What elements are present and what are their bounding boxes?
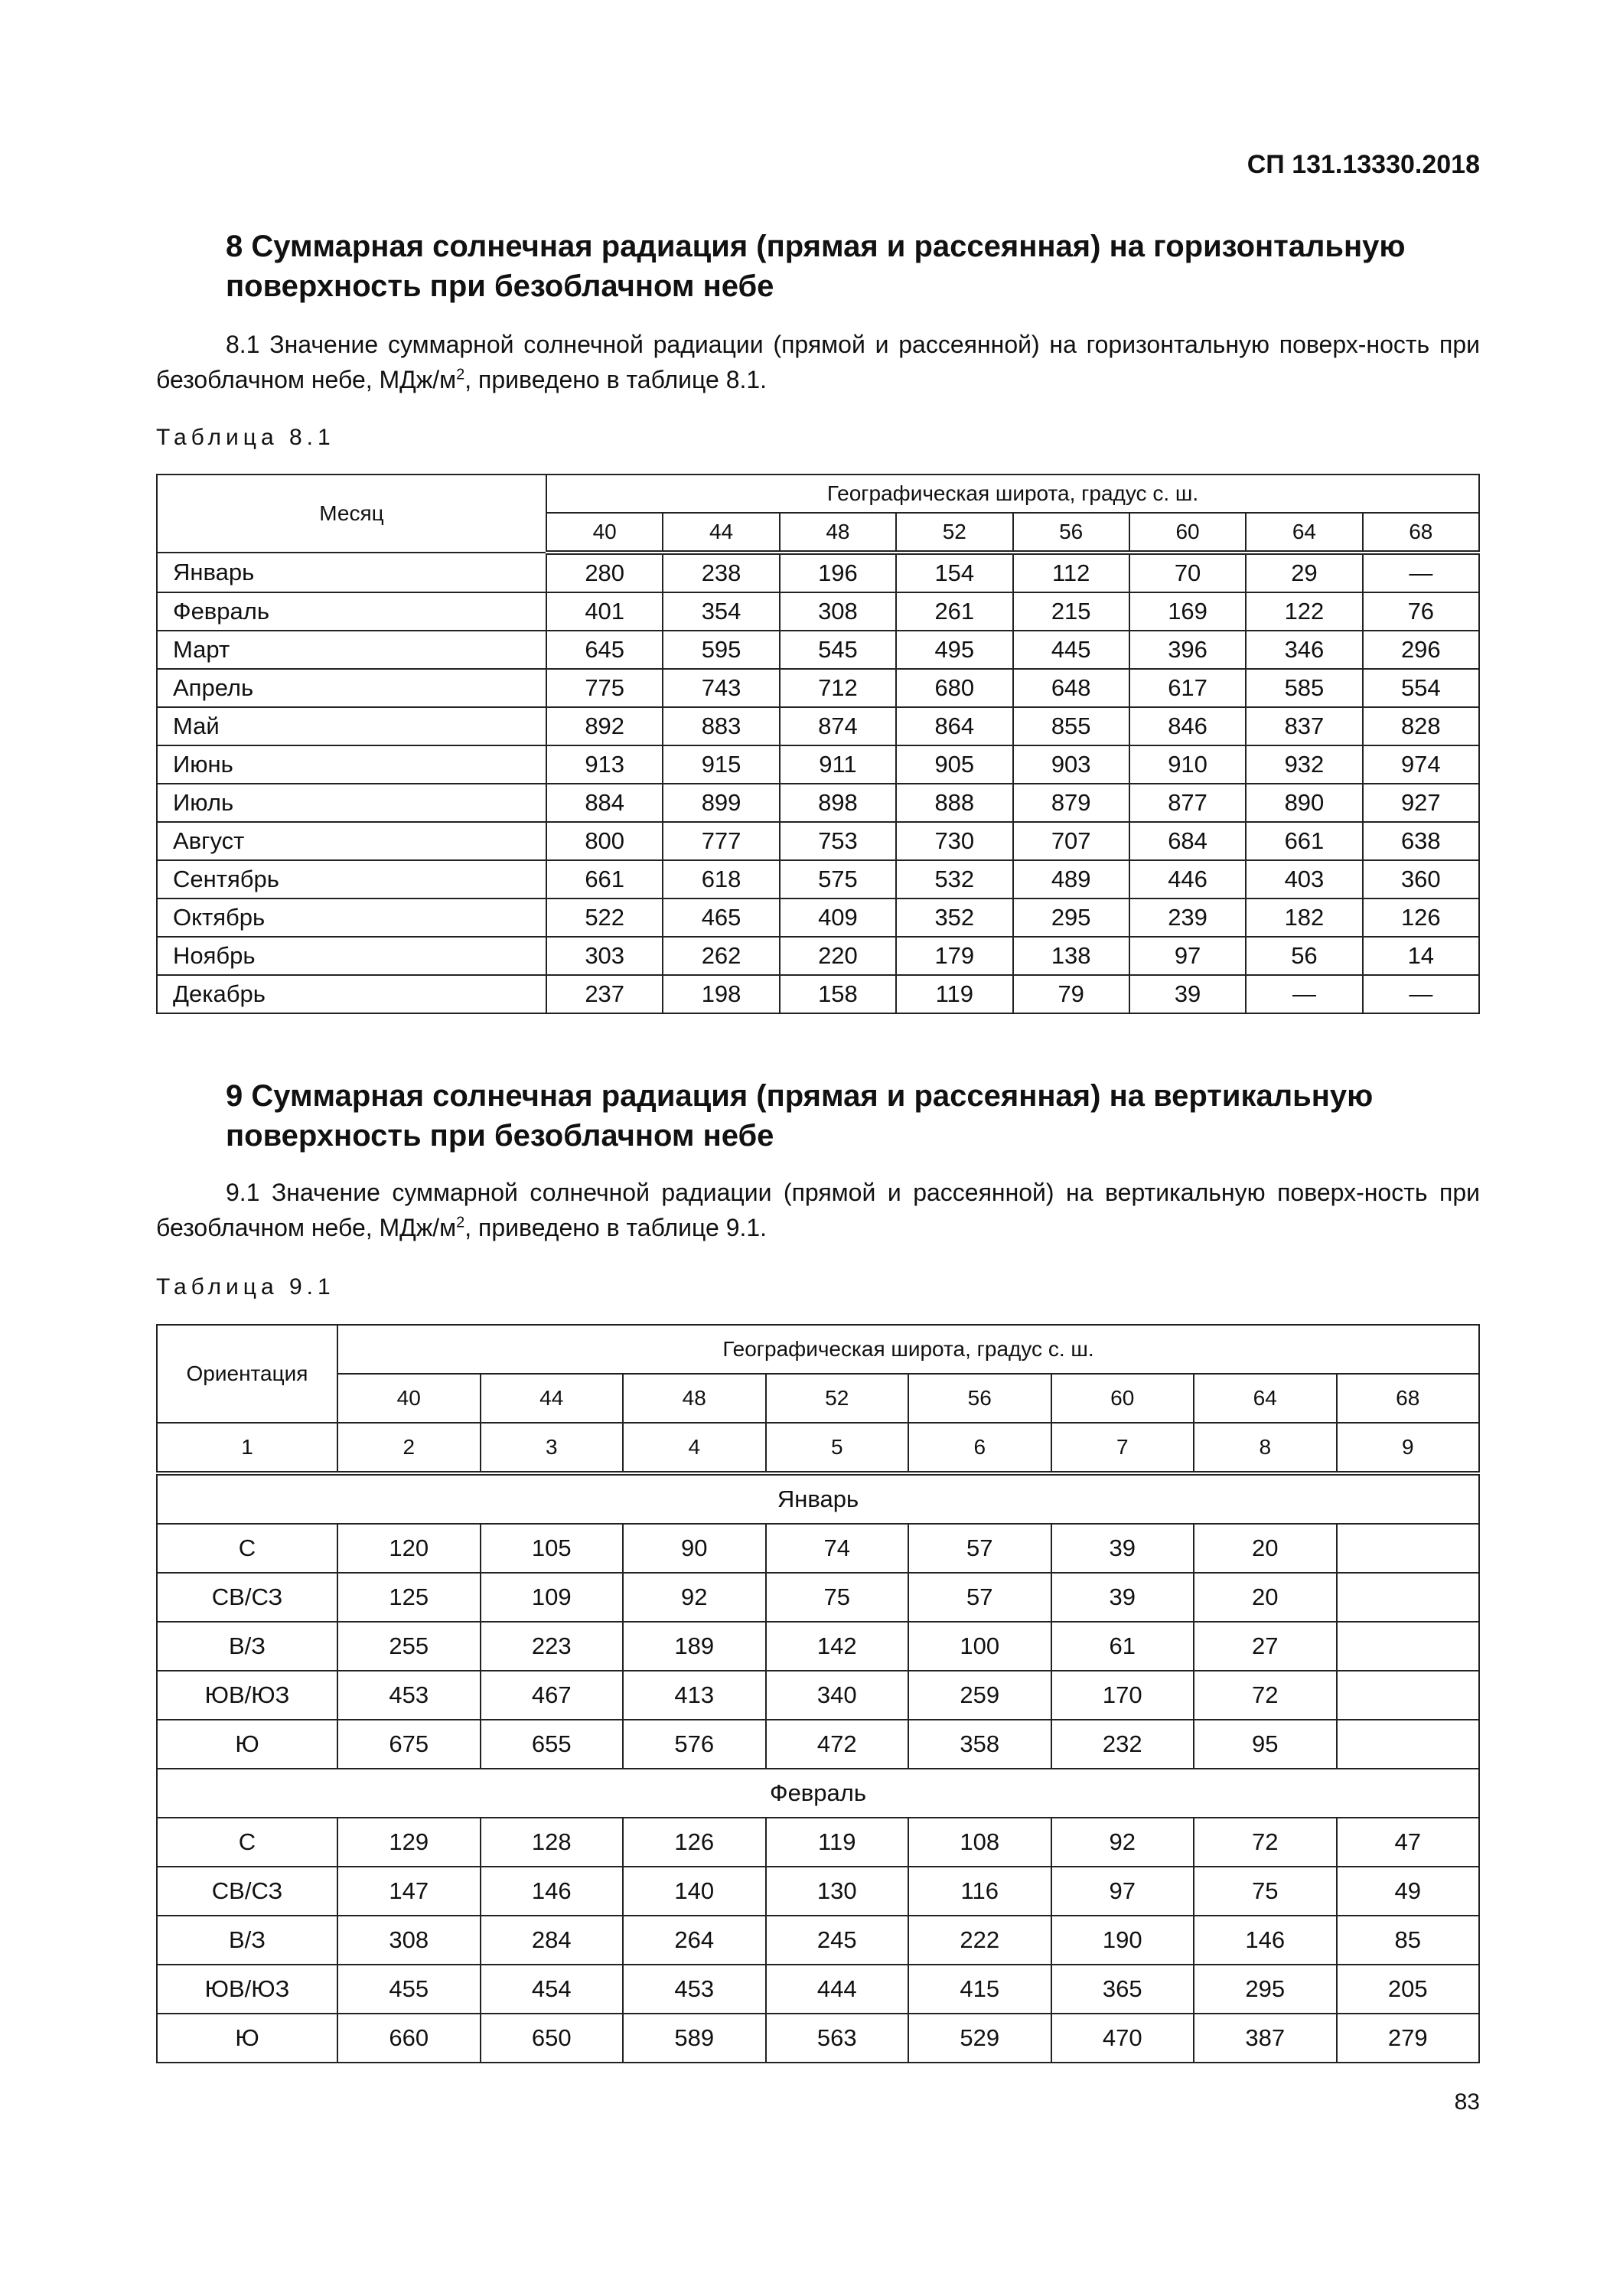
orientation-cell: В/З (157, 1916, 337, 1965)
table-cell: 56 (1246, 937, 1362, 975)
table-cell: 730 (896, 822, 1012, 860)
table-cell (1337, 1622, 1480, 1671)
table-cell: 179 (896, 937, 1012, 975)
table-row (157, 899, 1479, 937)
table-cell: 220 (780, 937, 896, 975)
table-cell: 140 (623, 1867, 766, 1916)
table-cell: 198 (663, 975, 779, 1013)
table-cell: 75 (766, 1573, 909, 1622)
table-cell: 20 (1194, 1573, 1337, 1622)
month-cell: Январь (157, 553, 546, 592)
table-cell: 365 (1051, 1965, 1194, 2014)
table-row (157, 822, 1479, 860)
table-cell: 116 (908, 1867, 1051, 1916)
table-cell: 119 (896, 975, 1012, 1013)
paragraph-9-1 (156, 1175, 1480, 1245)
table-cell: 545 (780, 631, 896, 669)
table-cell: 445 (1013, 631, 1129, 669)
orientation-cell: Ю (157, 1720, 337, 1769)
table-cell: 707 (1013, 822, 1129, 860)
table-cell: 296 (1363, 631, 1479, 669)
table-cell: 396 (1129, 631, 1246, 669)
table-cell: 489 (1013, 860, 1129, 899)
table-cell: 554 (1363, 669, 1479, 707)
table-cell: 70 (1129, 553, 1246, 592)
table-cell: 638 (1363, 822, 1479, 860)
month-cell: Декабрь (157, 975, 546, 1013)
table-cell: 182 (1246, 899, 1362, 937)
column-number: 5 (766, 1423, 909, 1473)
month-group-header: Февраль (157, 1769, 1479, 1818)
table-cell: 105 (481, 1524, 624, 1573)
para-text: 8.1 Значение суммарной солнечной радиации (прямой и рассеянной) на горизонтальную поверх-ность при безоблачном небе, МДж/м (156, 331, 1480, 393)
orientation-cell: СВ/СЗ (157, 1573, 337, 1622)
table-cell: 403 (1246, 860, 1362, 899)
table-cell: 20 (1194, 1524, 1337, 1573)
table-row (157, 553, 1479, 592)
table-cell: 74 (766, 1524, 909, 1573)
table-cell: 97 (1129, 937, 1246, 975)
section-9-heading (226, 1076, 1488, 1156)
header-latitude-group: Географическая широта, градус с. ш. (337, 1325, 1479, 1374)
table-cell: 903 (1013, 745, 1129, 784)
header-latitude: 44 (663, 513, 779, 553)
header-latitude: 64 (1246, 513, 1362, 553)
table-cell: 284 (481, 1916, 624, 1965)
table-cell: 72 (1194, 1818, 1337, 1867)
table-cell: 874 (780, 707, 896, 745)
table-cell: 126 (1363, 899, 1479, 937)
table-row (157, 1325, 1479, 1374)
table-9-1 (156, 1324, 1480, 2063)
table-cell: 108 (908, 1818, 1051, 1867)
table-cell: 237 (546, 975, 663, 1013)
table-cell: 146 (481, 1867, 624, 1916)
table-cell: 122 (1246, 592, 1362, 631)
table-row (157, 1720, 1479, 1769)
table-cell: 308 (337, 1916, 481, 1965)
paragraph-8-1 (156, 327, 1480, 397)
table-cell: 238 (663, 553, 779, 592)
table-cell: 245 (766, 1916, 909, 1965)
column-number: 8 (1194, 1423, 1337, 1473)
table-row (157, 1867, 1479, 1916)
table-cell: 563 (766, 2014, 909, 2063)
table-cell: 47 (1337, 1818, 1480, 1867)
table-cell: 932 (1246, 745, 1362, 784)
table-cell: 354 (663, 592, 779, 631)
table-cell: 777 (663, 822, 779, 860)
header-orientation: Ориентация (157, 1325, 337, 1423)
header-latitude: 48 (780, 513, 896, 553)
table-cell: 264 (623, 1916, 766, 1965)
table-cell: 169 (1129, 592, 1246, 631)
table-cell: 146 (1194, 1916, 1337, 1965)
column-number: 1 (157, 1423, 337, 1473)
header-latitude: 40 (337, 1374, 481, 1423)
table-cell: 454 (481, 1965, 624, 2014)
table-cell: 295 (1013, 899, 1129, 937)
orientation-cell: С (157, 1818, 337, 1867)
table-cell: 170 (1051, 1671, 1194, 1720)
month-group-header: Январь (157, 1473, 1479, 1524)
header-latitude: 52 (766, 1374, 909, 1423)
table-cell: 75 (1194, 1867, 1337, 1916)
table-row (157, 1818, 1479, 1867)
table-cell: 130 (766, 1867, 909, 1916)
table-cell: 455 (337, 1965, 481, 2014)
table-cell: 340 (766, 1671, 909, 1720)
table-cell: 189 (623, 1622, 766, 1671)
month-cell: Август (157, 822, 546, 860)
table-cell (1337, 1720, 1480, 1769)
table-cell: 232 (1051, 1720, 1194, 1769)
table-cell: 522 (546, 899, 663, 937)
table-cell: 883 (663, 707, 779, 745)
table-cell: 79 (1013, 975, 1129, 1013)
table-row (157, 860, 1479, 899)
table-8-1-caption: Таблица 8.1 (156, 425, 335, 450)
table-row (157, 745, 1479, 784)
table-cell: 154 (896, 553, 1012, 592)
table-cell: 126 (623, 1818, 766, 1867)
table-row (157, 669, 1479, 707)
table-cell: 196 (780, 553, 896, 592)
table-cell: 465 (663, 899, 779, 937)
header-latitude: 56 (1013, 513, 1129, 553)
orientation-cell: Ю (157, 2014, 337, 2063)
section-8-heading (226, 227, 1488, 306)
table-cell: 280 (546, 553, 663, 592)
table-cell: 915 (663, 745, 779, 784)
table-row (157, 1769, 1479, 1818)
table-cell: 888 (896, 784, 1012, 822)
column-number: 4 (623, 1423, 766, 1473)
table-cell: 467 (481, 1671, 624, 1720)
table-row (157, 707, 1479, 745)
header-latitude: 68 (1363, 513, 1479, 553)
table-cell: 618 (663, 860, 779, 899)
table-cell: 532 (896, 860, 1012, 899)
orientation-cell: ЮВ/ЮЗ (157, 1671, 337, 1720)
table-cell: 576 (623, 1720, 766, 1769)
column-number: 9 (1337, 1423, 1480, 1473)
table-8-1 (156, 474, 1480, 1014)
header-month: Месяц (157, 475, 546, 553)
table-row (157, 784, 1479, 822)
table-cell (1337, 1573, 1480, 1622)
table-cell: 261 (896, 592, 1012, 631)
table-cell: 352 (896, 899, 1012, 937)
table-cell: 97 (1051, 1867, 1194, 1916)
table-cell: 72 (1194, 1671, 1337, 1720)
table-cell: 129 (337, 1818, 481, 1867)
table-cell: 223 (481, 1622, 624, 1671)
table-cell: 190 (1051, 1916, 1194, 1965)
month-cell: Апрель (157, 669, 546, 707)
table-cell: 387 (1194, 2014, 1337, 2063)
table-cell: 898 (780, 784, 896, 822)
table-cell: 884 (546, 784, 663, 822)
table-cell: 401 (546, 592, 663, 631)
table-cell: 262 (663, 937, 779, 975)
table-cell: 650 (481, 2014, 624, 2063)
table-cell: — (1363, 975, 1479, 1013)
table-cell: 529 (908, 2014, 1051, 2063)
table-cell: 29 (1246, 553, 1362, 592)
table-cell: 911 (780, 745, 896, 784)
table-row (157, 1916, 1479, 1965)
table-cell: 753 (780, 822, 896, 860)
para-text: , приведено в таблице 9.1. (464, 1214, 768, 1241)
table-cell: 837 (1246, 707, 1362, 745)
table-cell: 846 (1129, 707, 1246, 745)
table-row (157, 1374, 1479, 1423)
table-row (157, 937, 1479, 975)
document-code: СП 131.13330.2018 (1247, 150, 1480, 179)
table-cell: 680 (896, 669, 1012, 707)
table-cell: 358 (908, 1720, 1051, 1769)
table-cell: 648 (1013, 669, 1129, 707)
table-cell: 128 (481, 1818, 624, 1867)
table-cell: 864 (896, 707, 1012, 745)
table-cell (1337, 1671, 1480, 1720)
heading-line: поверхность при безоблачном небе (226, 1119, 774, 1153)
table-cell: 413 (623, 1671, 766, 1720)
header-latitude-group: Географическая широта, градус с. ш. (546, 475, 1479, 513)
table-row (157, 631, 1479, 669)
table-cell: 255 (337, 1622, 481, 1671)
header-latitude: 68 (1337, 1374, 1480, 1423)
table-row (157, 592, 1479, 631)
header-latitude: 60 (1051, 1374, 1194, 1423)
table-cell: 95 (1194, 1720, 1337, 1769)
table-row (157, 1423, 1479, 1473)
superscript: 2 (456, 1214, 465, 1231)
table-cell: 905 (896, 745, 1012, 784)
header-latitude: 44 (481, 1374, 624, 1423)
table-cell: 910 (1129, 745, 1246, 784)
table-cell: 239 (1129, 899, 1246, 937)
table-cell: 39 (1051, 1524, 1194, 1573)
table-cell: 222 (908, 1916, 1051, 1965)
table-row (157, 1573, 1479, 1622)
column-number: 7 (1051, 1423, 1194, 1473)
table-cell: 655 (481, 1720, 624, 1769)
table-cell: 360 (1363, 860, 1479, 899)
table-cell: 303 (546, 937, 663, 975)
column-number: 3 (481, 1423, 624, 1473)
table-cell: 138 (1013, 937, 1129, 975)
table-cell: 446 (1129, 860, 1246, 899)
table-cell: 205 (1337, 1965, 1480, 2014)
month-cell: Сентябрь (157, 860, 546, 899)
table-cell: 879 (1013, 784, 1129, 822)
table-cell: 775 (546, 669, 663, 707)
column-number: 6 (908, 1423, 1051, 1473)
table-cell: 259 (908, 1671, 1051, 1720)
table-cell: 49 (1337, 1867, 1480, 1916)
table-cell: 974 (1363, 745, 1479, 784)
table-cell: 927 (1363, 784, 1479, 822)
header-latitude: 60 (1129, 513, 1246, 553)
table-cell: 743 (663, 669, 779, 707)
table-cell: 57 (908, 1524, 1051, 1573)
table-cell: 158 (780, 975, 896, 1013)
orientation-cell: В/З (157, 1622, 337, 1671)
header-latitude: 48 (623, 1374, 766, 1423)
table-cell: 675 (337, 1720, 481, 1769)
table-cell: 585 (1246, 669, 1362, 707)
table-row (157, 2014, 1479, 2063)
table-cell: 295 (1194, 1965, 1337, 2014)
table-cell: 899 (663, 784, 779, 822)
table-row (157, 1965, 1479, 2014)
month-cell: Июль (157, 784, 546, 822)
table-row (157, 1524, 1479, 1573)
table-cell: 120 (337, 1524, 481, 1573)
table-cell: 913 (546, 745, 663, 784)
table-row (157, 1622, 1479, 1671)
month-cell: Март (157, 631, 546, 669)
orientation-cell: СВ/СЗ (157, 1867, 337, 1916)
table-cell: 453 (623, 1965, 766, 2014)
heading-line: поверхность при безоблачном небе (226, 269, 774, 303)
header-latitude: 40 (546, 513, 663, 553)
superscript: 2 (456, 366, 465, 383)
table-cell: 112 (1013, 553, 1129, 592)
month-cell: Июнь (157, 745, 546, 784)
table-cell: 415 (908, 1965, 1051, 2014)
heading-line: 9 Суммарная солнечная радиация (прямая и рассеянная) на вертикальную (226, 1079, 1374, 1113)
table-cell: 279 (1337, 2014, 1480, 2063)
table-cell: 617 (1129, 669, 1246, 707)
table-cell: 712 (780, 669, 896, 707)
para-text: 9.1 Значение суммарной солнечной радиации (прямой и рассеянной) на вертикальную поверх-ность при безоблачном небе, МДж/м (156, 1179, 1480, 1241)
table-cell: 147 (337, 1867, 481, 1916)
table-cell: 308 (780, 592, 896, 631)
table-cell: 92 (1051, 1818, 1194, 1867)
table-cell: 575 (780, 860, 896, 899)
table-cell: 119 (766, 1818, 909, 1867)
table-cell: 39 (1051, 1573, 1194, 1622)
para-text: , приведено в таблице 8.1. (464, 366, 768, 393)
table-9-1-caption: Таблица 9.1 (156, 1274, 335, 1300)
table-cell: 472 (766, 1720, 909, 1769)
month-cell: Октябрь (157, 899, 546, 937)
table-cell: 100 (908, 1622, 1051, 1671)
table-cell: 877 (1129, 784, 1246, 822)
heading-line: 8 Суммарная солнечная радиация (прямая и рассеянная) на горизонтальную (226, 230, 1406, 263)
orientation-cell: ЮВ/ЮЗ (157, 1965, 337, 2014)
table-cell: 890 (1246, 784, 1362, 822)
table-cell: 27 (1194, 1622, 1337, 1671)
table-cell: 14 (1363, 937, 1479, 975)
month-cell: Ноябрь (157, 937, 546, 975)
table-row (157, 1473, 1479, 1524)
table-cell: 85 (1337, 1916, 1480, 1965)
table-cell: — (1363, 553, 1479, 592)
header-latitude: 64 (1194, 1374, 1337, 1423)
table-row (157, 975, 1479, 1013)
page-number: 83 (1454, 2089, 1480, 2115)
table-cell: 90 (623, 1524, 766, 1573)
table-cell: 61 (1051, 1622, 1194, 1671)
table-cell: 828 (1363, 707, 1479, 745)
month-cell: Май (157, 707, 546, 745)
table-row (157, 1671, 1479, 1720)
table-cell: 76 (1363, 592, 1479, 631)
table-cell: 215 (1013, 592, 1129, 631)
table-cell: 57 (908, 1573, 1051, 1622)
table-cell: 892 (546, 707, 663, 745)
table-cell: 109 (481, 1573, 624, 1622)
orientation-cell: С (157, 1524, 337, 1573)
month-cell: Февраль (157, 592, 546, 631)
table-cell: 661 (546, 860, 663, 899)
table-cell: 409 (780, 899, 896, 937)
column-number: 2 (337, 1423, 481, 1473)
header-latitude: 52 (896, 513, 1012, 553)
table-row (157, 475, 1479, 513)
table-cell: 346 (1246, 631, 1362, 669)
table-cell: — (1246, 975, 1362, 1013)
table-cell: 125 (337, 1573, 481, 1622)
table-cell: 855 (1013, 707, 1129, 745)
table-cell: 470 (1051, 2014, 1194, 2063)
table-cell: 684 (1129, 822, 1246, 860)
table-cell: 39 (1129, 975, 1246, 1013)
table-cell: 495 (896, 631, 1012, 669)
header-latitude: 56 (908, 1374, 1051, 1423)
table-cell: 92 (623, 1573, 766, 1622)
table-cell: 800 (546, 822, 663, 860)
table-cell: 589 (623, 2014, 766, 2063)
table-cell: 595 (663, 631, 779, 669)
table-cell: 661 (1246, 822, 1362, 860)
table-cell: 660 (337, 2014, 481, 2063)
table-cell: 453 (337, 1671, 481, 1720)
table-cell: 142 (766, 1622, 909, 1671)
table-cell: 444 (766, 1965, 909, 2014)
table-cell (1337, 1524, 1480, 1573)
table-cell: 645 (546, 631, 663, 669)
